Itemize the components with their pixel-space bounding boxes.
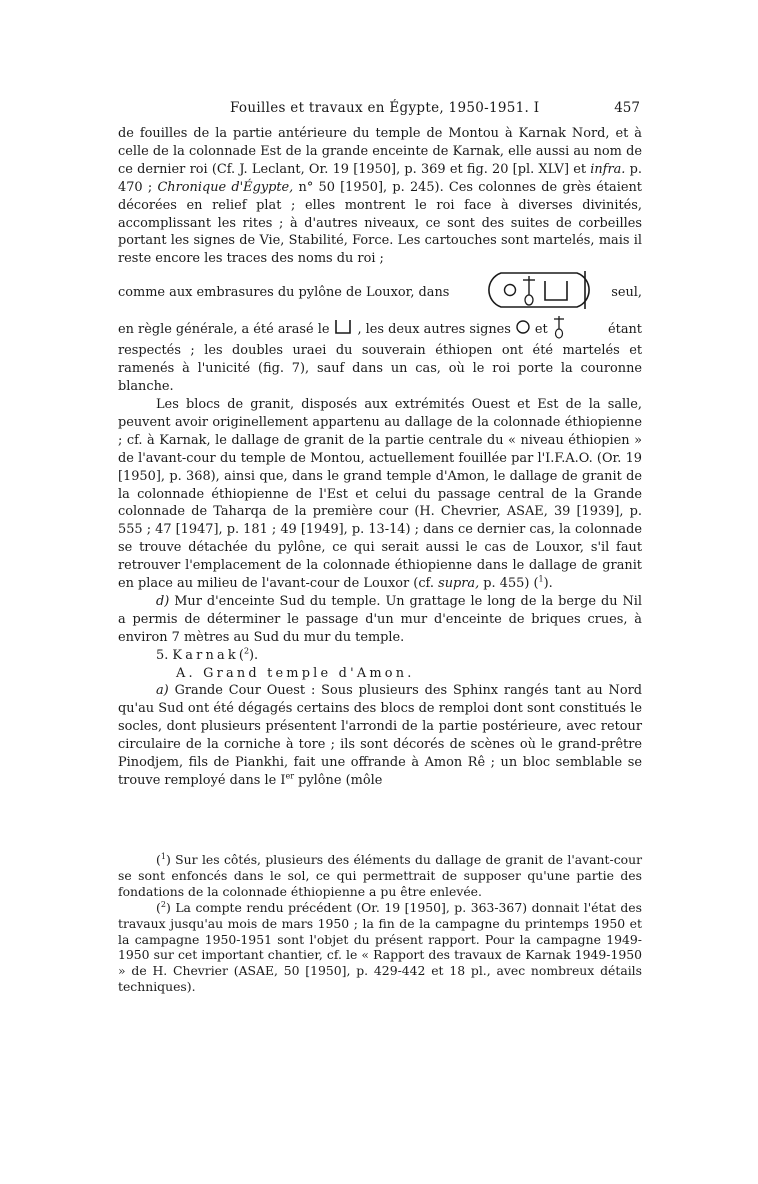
main-text — [118, 125, 642, 790]
footnote-ref-2[interactable]: 2 — [243, 646, 250, 656]
page-number: 457 — [614, 100, 640, 116]
paragraph-2: Les blocs de granit, disposés aux extrémités Ouest et Est de la salle, peuvent avoir originellement appartenu au dallage de la colonnade éthiopienne ; cf. à Karnak, le dallage de granit de la partie centrale du « niveau éthiopien » de l'avant-cour du temple de Montou, actuellement fouillée par l'I.F.A.O. (Or. 19 [1950], p. 368), ainsi que, dans le grand temple d'Amon, le dallage de granit de la colonnade éthiopienne de l'Est et celui du passage central de la Grande colonnade de Taharqa de la première cour (H. Chevrier, ASAE, 39 [1939], p. 555 ; 47 [1947], p. 181 ; 49 [1949], p. 13-14) ; dans ce dernier cas, la colonnade se trouve détachée du pylône, ce qui serait aussi le cas de Louxor, s'il faut retrouver l'emplacement de la colonnade éthiopienne dans le dallage de granit en place au milieu de l'avant-cour de Louxor (cf. supra, p. 455) ($^1$). — [118, 396, 642, 592]
footnotes — [118, 852, 642, 995]
cartouche-line: comme aux embrasures du pylône de Louxor, dans seul, — [118, 270, 642, 316]
subsection-heading-a: A. Grand temple d'Amon. — [176, 665, 415, 681]
paragraph-4: a) Grande Cour Ouest : Sous plusieurs des Sphinx rangés tant au Nord qu'au Sud ont été dégagés certains des blocs de remploi dont sont constitués le socles, dont plusieurs présentent l'arrondi de la partie postérieure, avec retour circulaire de la corniche à tore ; ils sont décorés de scènes où le grand-prêtre Pinodjem, fils de Piankhi, fait une offrande à Amon Rê ; un bloc semblable se trouve remployé dans le Ier pylône (môle — [118, 683, 642, 788]
sign-o-hieroglyph-icon — [515, 319, 531, 341]
section-heading-5: 5. Karnak($^2$). — [156, 646, 259, 663]
paragraph-1-end: respectés ; les doubles uraei du souverain éthiopen ont été martelés et ramenés à l'unicité (fig. 7), sauf dans un cas, où le roi porte la couronne blanche. — [118, 343, 642, 395]
sign-u-hieroglyph-icon — [333, 318, 353, 342]
footnote-ref-1[interactable]: 1 — [538, 574, 544, 584]
paragraph-3: d) Mur d'enceinte Sud du temple. Un grattage le long de la berge du Nil a permis de déterminer le passage d'un mur d'enceinte de briques crues, à environ 7 mètres au Sud du mur du temple. — [118, 593, 642, 645]
footnote-2: ($^2$) La compte rendu précédent (Or. 19 [1950], p. 363-367) donnait l'état des travaux jusqu'au mois de mars 1950 ; la fin de la campagne du printemps 1950 et la campagne 1950-1951 sont l'objet du présent rapport. Pour la campagne 1949-1950 sur cet important chantier, cf. le « Rapport des travaux de Karnak 1949-1950 » de H. Chevrier (ASAE, 50 [1950], p. 429-442 et 18 pl., avec nombreux détails techniques). — [118, 899, 642, 995]
signs-line: en règle générale, a été arasé le , les deux autres signes et étant — [118, 318, 642, 342]
running-header — [120, 100, 640, 120]
cartouche-hieroglyph-icon — [479, 269, 597, 317]
ankh-sign-hieroglyph-icon — [552, 315, 566, 345]
running-title: Fouilles et travaux en Égypte, 1950-1951. I — [230, 100, 540, 116]
paragraph-1: de fouilles de la partie antérieure du temple de Montou à Karnak Nord, et à celle de la colonnade Est de la grande enceinte de Karnak, elle aussi au nom de ce dernier roi (Cf. J. Leclant, Or. 19 [1950], p. 369 et fig. 20 [pl. XLV] et infra. p. 470 ; Chronique d'Égypte, n° 50 [1950], p. 245). Ces colonnes de grès étaient décorées en relief plat ; elles montrent le roi face à diverses divinités, accomplissant les rites ; à d'autres niveaux, ce sont des suites de corbeilles portant les signes de Vie, Stabilité, Force. Les cartouches sont martelés, mais il reste encore les traces des noms du roi ; — [118, 126, 642, 267]
footnote-1: ($^1$) Sur les côtés, plusieurs des éléments du dallage de granit de l'avant-cour se sont enfoncés dans le sol, ce qui permettrait de supposer qu'une partie des fondations de la colonnade éthiopienne a pu être enlevée. — [118, 851, 642, 899]
